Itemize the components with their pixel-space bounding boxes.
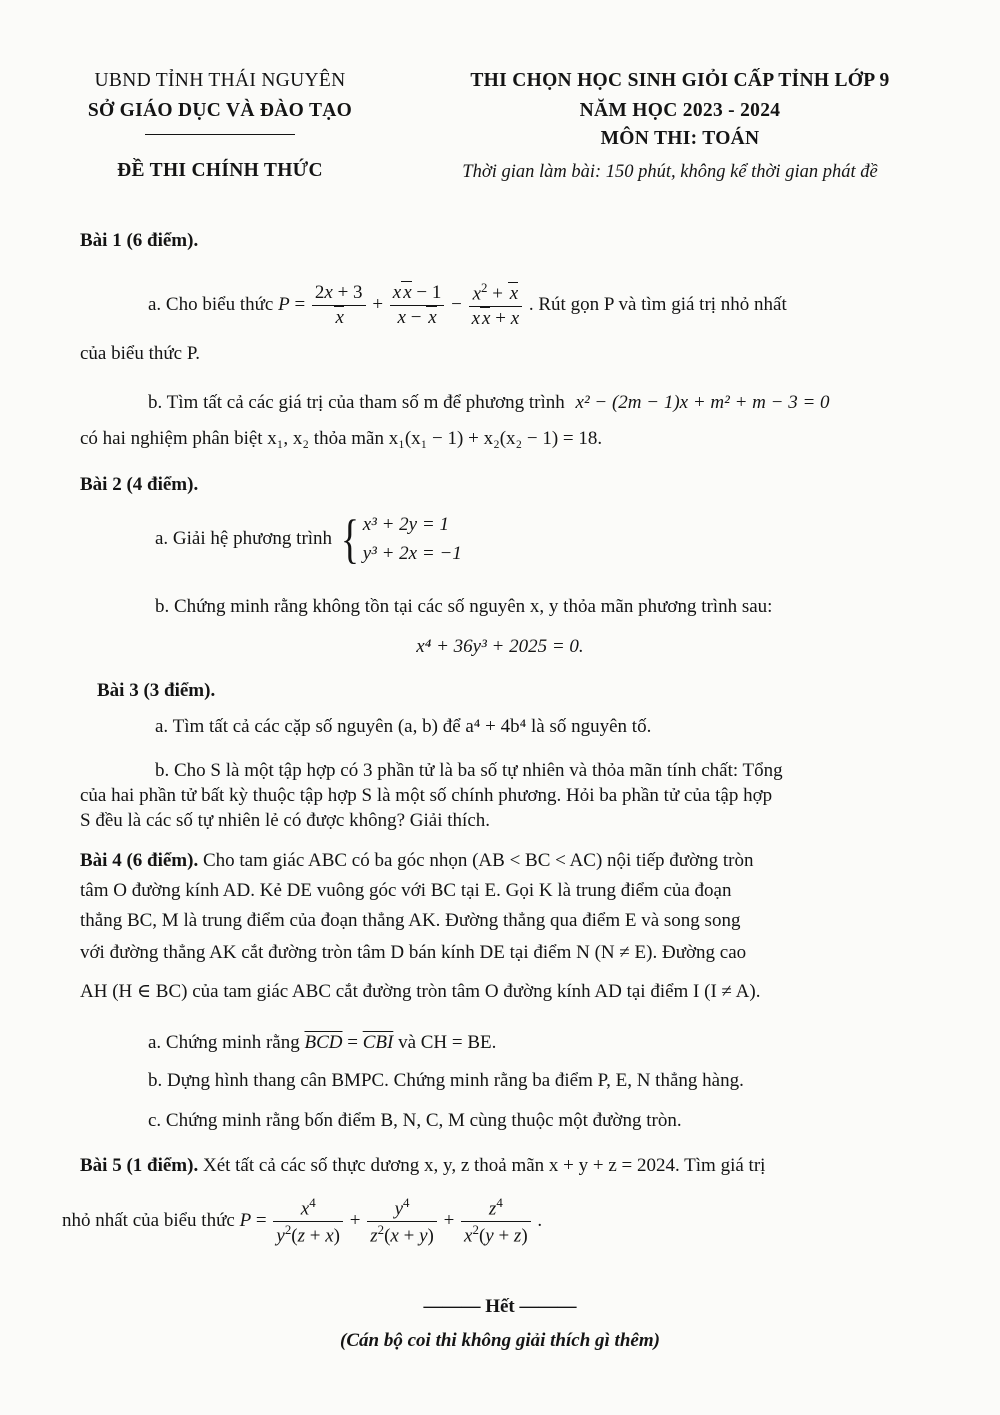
- bai1-b-intro: b. Tìm tất cả các giá trị của tham số m để phương trình: [148, 392, 565, 413]
- exam-title: THI CHỌN HỌC SINH GIỎI CẤP TỈNH LỚP 9: [470, 70, 890, 91]
- bai4-c: c. Chứng minh rằng bốn điểm B, N, C, M cùng thuộc một đường tròn.: [148, 1110, 682, 1131]
- header-authority: UBND TỈNH THÁI NGUYÊN: [94, 70, 346, 91]
- system-eq2: y³ + 2x = −1: [362, 543, 462, 565]
- bai4-a-tail: và CH = BE.: [398, 1032, 497, 1053]
- bai5-line2: [62, 1195, 542, 1248]
- end-marker: ——— Hết ———: [423, 1296, 577, 1317]
- bai4-line2: tâm O đường kính AD. Kẻ DE vuông góc với BC tại E. Gọi K là trung điểm của đoạn: [80, 880, 732, 901]
- bai1-title: Bài 1 (6 điểm).: [80, 230, 199, 251]
- bai1-b-eq: x² − (2m − 1)x + m² + m − 3 = 0: [575, 392, 830, 413]
- bai1-a: [148, 280, 787, 331]
- bai3-a: a. Tìm tất cả các cặp số nguyên (a, b) để a⁴ + 4b⁴ là số nguyên tố.: [155, 716, 652, 737]
- arc-bcd: $\overline{BCD}$: [304, 1032, 343, 1053]
- bai4-line1: [80, 850, 754, 872]
- bai1-b-cont: có hai nghiệm phân biệt x₁, x₂ thỏa mãn x₁(x₁ − 1) + x₂(x₂ − 1) = 18.: [80, 428, 603, 449]
- bai2-b: b. Chứng minh rằng không tồn tại các số nguyên x, y thỏa mãn phương trình sau:: [155, 596, 773, 617]
- system-brace: {: [340, 509, 359, 570]
- bai1-a-tail: . Rút gọn P và tìm giá trị nhỏ nhất: [528, 293, 787, 315]
- bai4-a-intro: a. Chứng minh rằng: [148, 1032, 300, 1053]
- bai2-a-intro: a. Giải hệ phương trình: [155, 527, 333, 549]
- bai1-b: [148, 392, 830, 414]
- bai3-title: Bài 3 (3 điểm).: [97, 680, 216, 701]
- bai4-title: Bài 4 (6 điểm).: [80, 850, 199, 871]
- bai2-a: [155, 510, 462, 569]
- bai1-a-cont: của biểu thức P.: [80, 343, 201, 364]
- system-eq1: x³ + 2y = 1: [362, 514, 449, 535]
- bai5-formula: P = $\frac{x^4}{y^2(z + x)}$ + $\frac{y^4}{z^2(x + y)}$ + $\frac{z^4}{x^2(y + z)}$ .: [239, 1195, 543, 1247]
- exam-duration: Thời gian làm bài: 150 phút, không kể thời gian phát đề: [462, 162, 878, 182]
- exam-year: NĂM HỌC 2023 - 2024: [579, 100, 781, 121]
- bai5-line1-text: Xét tất cả các số thực dương x, y, z thoả mãn x + y + z = 2024. Tìm giá trị: [202, 1155, 766, 1176]
- bai5-line1: [80, 1155, 765, 1177]
- bai5-title: Bài 5 (1 điểm).: [80, 1155, 199, 1176]
- bai4-line5: AH (H ∈ BC) của tam giác ABC cắt đường tròn tâm O đường kính AD tại điểm I (I ≠ A).: [80, 981, 761, 1002]
- header-divider: [145, 134, 295, 135]
- bai5-line2-intro: nhỏ nhất của biểu thức: [62, 1209, 235, 1231]
- bai4-b: b. Dựng hình thang cân BMPC. Chứng minh rằng ba điểm P, E, N thẳng hàng.: [148, 1070, 744, 1091]
- proctor-note: (Cán bộ coi thi không giải thích gì thêm): [340, 1330, 660, 1351]
- bai3-b-line3: S đều là các số tự nhiên lẻ có được không? Giải thích.: [80, 810, 491, 831]
- header-department: SỞ GIÁO DỤC VÀ ĐÀO TẠO: [87, 100, 353, 121]
- header-official-label: ĐỀ THI CHÍNH THỨC: [117, 160, 323, 181]
- exam-subject: MÔN THI: TOÁN: [600, 128, 760, 149]
- bai1-a-formula: P = $\frac{2x + 3}{x}$ + $\frac{\text{x x − 1}}{x - x}$ − $\frac{x^2 + x}{\text{x x + x}}$: [278, 294, 529, 315]
- bai4-line1-text: Cho tam giác ABC có ba góc nhọn (AB < BC < AC) nội tiếp đường tròn: [202, 850, 754, 871]
- bai4-line3: thẳng BC, M là trung điểm của đoạn thẳng AK. Đường thẳng qua điểm E và song song: [80, 910, 741, 931]
- equation-system: [363, 510, 462, 569]
- bai1-a-intro: a. Cho biểu thức: [148, 293, 274, 315]
- bai4-a: a. Chứng minh rằng $\overline{BCD} = \overline{CBI}$ và CH = BE.: [148, 1032, 497, 1053]
- arc-cbi: $\overline{CBI}$: [362, 1032, 394, 1053]
- bai3-b-line2: của hai phần tử bất kỳ thuộc tập hợp S là một số chính phương. Hỏi ba phần tử của tập hợp: [80, 785, 773, 806]
- bai4-line4: với đường thẳng AK cắt đường tròn tâm D bán kính DE tại điểm N (N ≠ E). Đường cao: [80, 942, 747, 963]
- bai2-b-eq: x⁴ + 36y³ + 2025 = 0.: [416, 636, 584, 657]
- bai3-b-line1: b. Cho S là một tập hợp có 3 phần tử là ba số tự nhiên và thỏa mãn tính chất: Tổng: [155, 760, 783, 781]
- bai2-title: Bài 2 (4 điểm).: [80, 474, 199, 495]
